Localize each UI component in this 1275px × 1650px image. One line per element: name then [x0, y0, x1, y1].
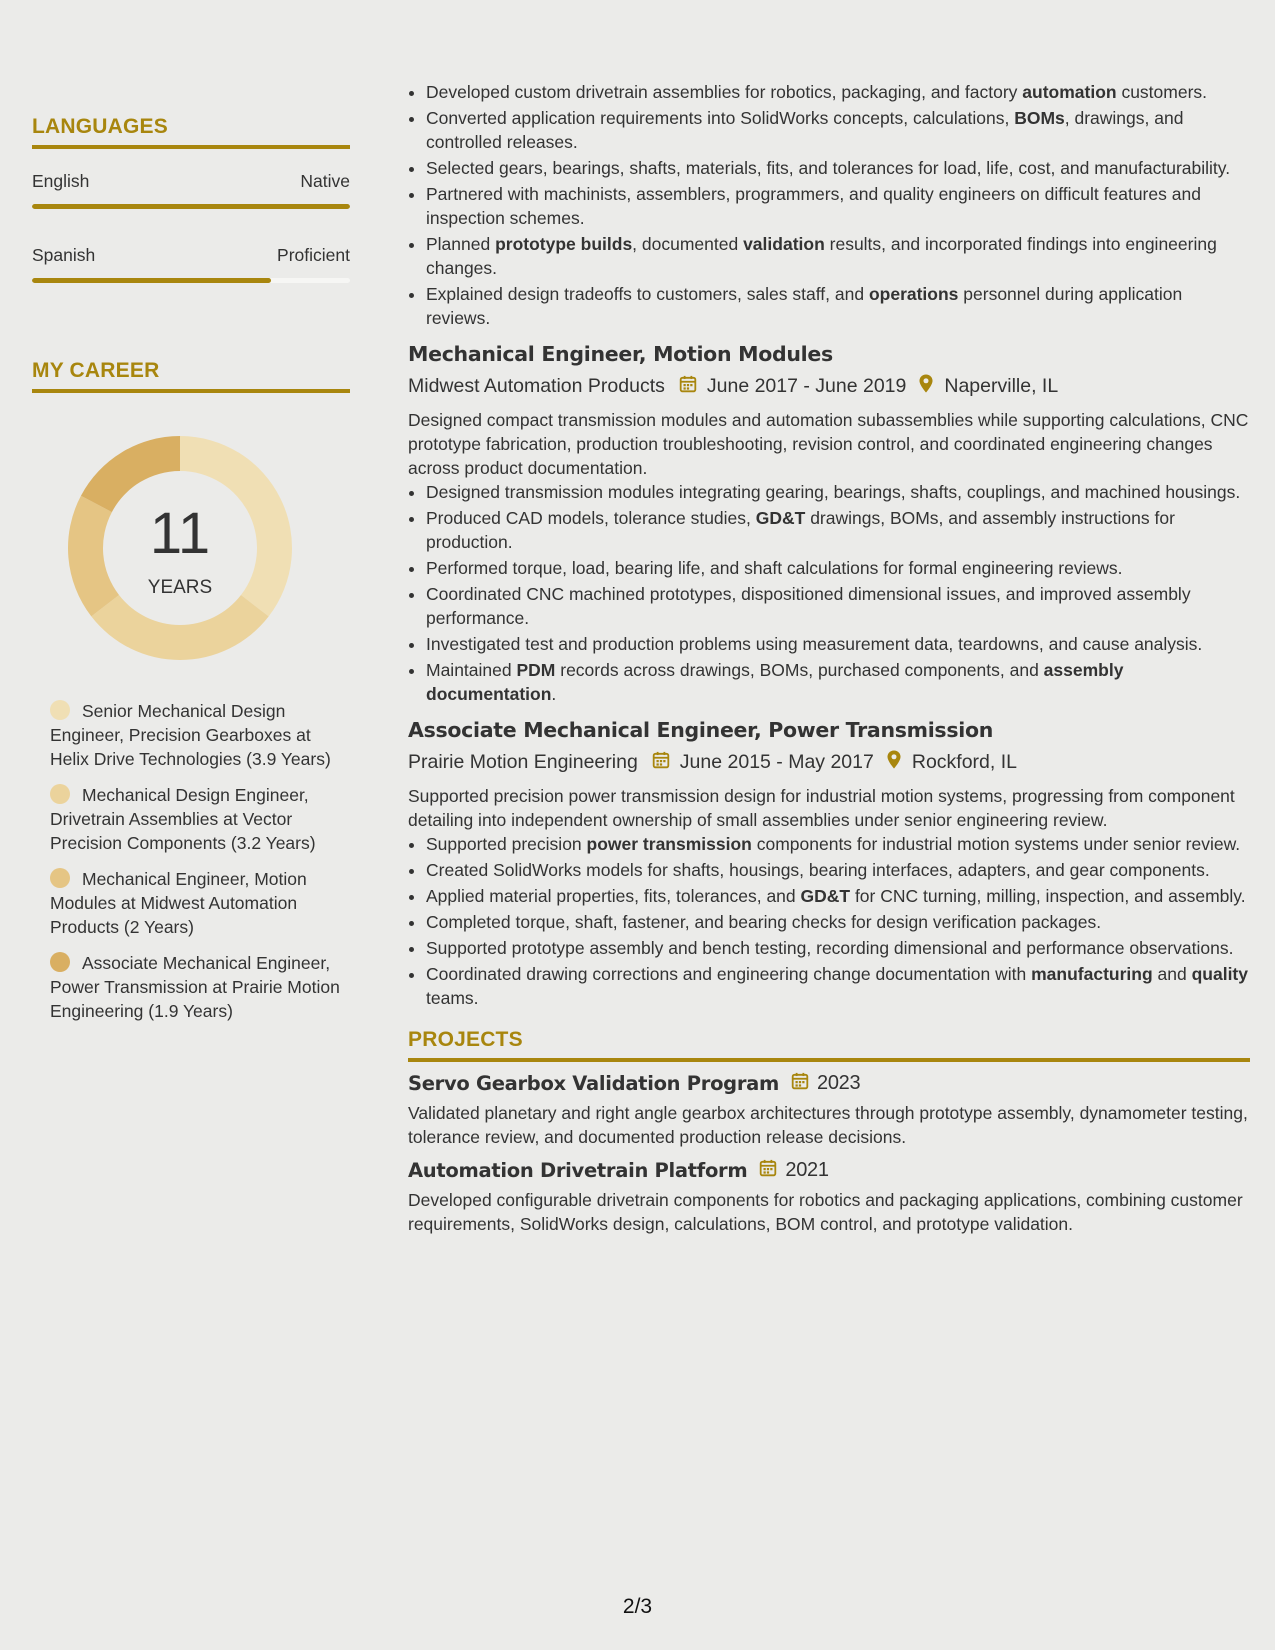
legend-swatch — [50, 700, 70, 720]
bullet-item — [426, 232, 1250, 280]
previous-job-bullets — [408, 80, 1250, 330]
job-meta — [408, 750, 1250, 775]
job-meta — [408, 374, 1250, 399]
job-location: Naperville, IL — [944, 375, 1059, 398]
bullet-keyword: prototype builds — [495, 234, 633, 254]
legend-label: Senior Mechanical Design Engineer, Precision Gearboxes at Helix Drive Technologies (3.9 Years) — [50, 701, 331, 769]
total-years-number: 11 — [149, 501, 211, 566]
calendar-icon — [679, 375, 697, 399]
bullet-text: Explained design tradeoffs to customers, sales staff, and — [426, 284, 869, 304]
legend-item — [50, 951, 350, 1023]
bullet-text: , drawings, and controlled releases. — [426, 108, 1184, 152]
bullet-item — [426, 832, 1250, 856]
bullet-keyword: GD&T — [800, 886, 851, 907]
bullet-text: teams. — [426, 988, 479, 1009]
bullet-keyword: assembly documentation — [426, 660, 1124, 705]
bullet-text: Developed custom drivetrain assemblies for robotics, packaging, and factory — [426, 82, 1023, 102]
project-name: Servo Gearbox Validation Program — [408, 1072, 780, 1096]
bullet-item — [426, 962, 1250, 1010]
bullet-text: Performed torque, load, bearing life, and shaft calculations for formal engineering reviews. — [426, 558, 1123, 579]
bullet-keyword: BOMs — [1014, 108, 1065, 128]
career-donut-chart — [65, 433, 295, 663]
language-spanish — [32, 245, 350, 283]
project-year: 2023 — [817, 1072, 861, 1095]
bullet-text: Designed transmission modules integrating gearing, bearings, shafts, couplings, and machined housings. — [426, 482, 1241, 503]
project-description: Developed configurable drivetrain components for robotics and packaging applications, combining customer requirements, SolidWorks design, calculations, BOM control, and prototype validation. — [408, 1190, 1243, 1235]
proficiency-bar — [32, 204, 350, 209]
bullet-item — [426, 156, 1250, 180]
bullet-text: Selected gears, bearings, shafts, materials, fits, and tolerances for load, life, cost, and manufacturability. — [426, 158, 1231, 178]
language-name: English — [32, 171, 90, 191]
bullet-text: Coordinated drawing corrections and engineering change documentation with — [426, 964, 1032, 985]
bullet-item — [426, 884, 1250, 908]
project-entry — [408, 1159, 1250, 1236]
left-column — [32, 115, 350, 1035]
job-dates: June 2015 - May 2017 — [679, 751, 874, 774]
projects-heading: PROJECTS — [408, 1028, 1250, 1062]
right-column — [408, 80, 1250, 1236]
job-dates: June 2017 - June 2019 — [706, 375, 907, 398]
job-title: Mechanical Engineer, Motion Modules — [408, 342, 833, 366]
job-bullets — [408, 480, 1250, 706]
bullet-keyword: power transmission — [586, 834, 752, 855]
project-header — [408, 1072, 1250, 1095]
career-heading: MY CAREER — [32, 359, 350, 393]
bullet-text: Produced CAD models, tolerance studies, — [426, 508, 756, 529]
project-name: Automation Drivetrain Platform — [408, 1159, 748, 1183]
bullet-text: Supported prototype assembly and bench testing, recording dimensional and performance observations. — [426, 938, 1234, 959]
project-year: 2021 — [785, 1159, 829, 1182]
proficiency-bar-fill — [32, 278, 271, 283]
bullet-item — [426, 480, 1250, 504]
bullet-text: Applied material properties, fits, tolerances, and — [426, 886, 801, 907]
map-pin-icon — [886, 750, 902, 775]
bullet-keyword: GD&T — [755, 508, 806, 529]
calendar-icon — [791, 1072, 809, 1095]
legend-swatch — [50, 784, 70, 804]
bullet-text: , documented — [632, 234, 744, 254]
bullet-text: Maintained — [426, 660, 517, 681]
language-level: Native — [300, 171, 350, 191]
total-years-unit: YEARS — [147, 577, 213, 598]
projects-section — [408, 1028, 1250, 1236]
bullet-keyword: PDM — [516, 660, 556, 681]
job-summary: Supported precision power transmission design for industrial motion systems, progressing from component detailing into independent ownership of small assemblies under senior engineering review. — [408, 786, 1235, 831]
bullet-item — [426, 632, 1250, 656]
bullet-text: Completed torque, shaft, fastener, and bearing checks for design verification packages. — [426, 912, 1102, 933]
legend-label: Mechanical Engineer, Motion Modules at Midwest Automation Products (2 Years) — [50, 869, 307, 937]
language-level: Proficient — [277, 245, 350, 265]
bullet-item — [426, 80, 1250, 104]
job-entry — [408, 342, 1250, 706]
calendar-icon — [759, 1159, 777, 1182]
bullet-item — [426, 282, 1250, 330]
bullet-item — [426, 858, 1250, 882]
bullet-text: Converted application requirements into SolidWorks concepts, calculations, — [426, 108, 1015, 128]
calendar-icon — [652, 751, 670, 775]
bullet-text: personnel during application reviews. — [426, 284, 1183, 328]
bullet-keyword: operations — [868, 284, 959, 304]
project-entry — [408, 1072, 1250, 1149]
bullet-item — [426, 182, 1250, 230]
bullet-text: records across drawings, BOMs, purchased components, and — [555, 660, 1044, 681]
legend-item — [50, 783, 350, 855]
languages-heading: LANGUAGES — [32, 115, 350, 149]
legend-label: Mechanical Design Engineer, Drivetrain Assemblies at Vector Precision Components (3.2 Years) — [50, 785, 316, 853]
project-description: Validated planetary and right angle gearbox architectures through prototype assembly, dynamometer testing, tolerance review, and documented production release decisions. — [408, 1103, 1248, 1148]
legend-swatch — [50, 868, 70, 888]
bullet-text: for CNC turning, milling, inspection, and assembly. — [850, 886, 1246, 907]
bullet-item — [426, 658, 1250, 706]
company-name: Midwest Automation Products — [408, 375, 665, 398]
proficiency-bar-fill — [32, 204, 350, 209]
language-english — [32, 171, 350, 209]
page-number: 2/3 — [622, 1595, 653, 1618]
career-legend — [50, 699, 350, 1023]
bullet-text: Created SolidWorks models for shafts, housings, bearing interfaces, adapters, and gear components. — [426, 860, 1210, 881]
bullet-item — [426, 910, 1250, 934]
bullet-text: Investigated test and production problems using measurement data, teardowns, and cause analysis. — [426, 634, 1203, 655]
job-location: Rockford, IL — [911, 751, 1017, 774]
bullet-item — [426, 506, 1250, 554]
bullet-text: Partnered with machinists, assemblers, programmers, and quality engineers on difficult features and inspection schemes. — [426, 184, 1201, 228]
legend-swatch — [50, 952, 70, 972]
bullet-text: results, and incorporated findings into engineering changes. — [426, 234, 1217, 278]
language-name: Spanish — [32, 245, 96, 265]
bullet-keyword: validation — [743, 234, 825, 254]
job-title: Associate Mechanical Engineer, Power Transmission — [408, 718, 994, 743]
bullet-item — [426, 556, 1250, 580]
bullet-keyword: quality — [1191, 964, 1248, 985]
company-name: Prairie Motion Engineering — [408, 751, 638, 774]
legend-label: Associate Mechanical Engineer, Power Transmission at Prairie Motion Engineering (1.9 Years) — [50, 953, 340, 1021]
bullet-text: . — [551, 684, 557, 705]
bullet-item — [426, 106, 1250, 154]
project-header — [408, 1159, 1250, 1182]
legend-item — [50, 867, 350, 939]
job-bullets — [408, 832, 1250, 1010]
job-list — [408, 342, 1250, 1010]
bullet-item — [426, 582, 1250, 630]
bullet-item — [426, 936, 1250, 960]
bullet-text: Coordinated CNC machined prototypes, dispositioned dimensional issues, and improved assembly performance. — [426, 584, 1191, 629]
job-entry — [408, 718, 1250, 1010]
proficiency-bar — [32, 278, 350, 283]
bullet-text: components for industrial motion systems under senior review. — [751, 834, 1241, 855]
bullet-text: Supported precision — [426, 834, 587, 855]
legend-item — [50, 699, 350, 771]
bullet-text: Planned — [426, 234, 496, 254]
project-list — [408, 1072, 1250, 1236]
job-summary: Designed compact transmission modules and automation subassemblies while supporting calculations, CNC prototype fabrication, production troubleshooting, revision control, and coordinated engineering changes across product documentation. — [408, 410, 1249, 479]
bullet-keyword: manufacturing — [1031, 964, 1153, 985]
bullet-text: drawings, BOMs, and assembly instructions for production. — [426, 508, 1175, 553]
bullet-text: customers. — [1116, 82, 1208, 102]
bullet-text: and — [1152, 964, 1192, 985]
map-pin-icon — [918, 374, 934, 399]
bullet-keyword: automation — [1022, 82, 1117, 102]
